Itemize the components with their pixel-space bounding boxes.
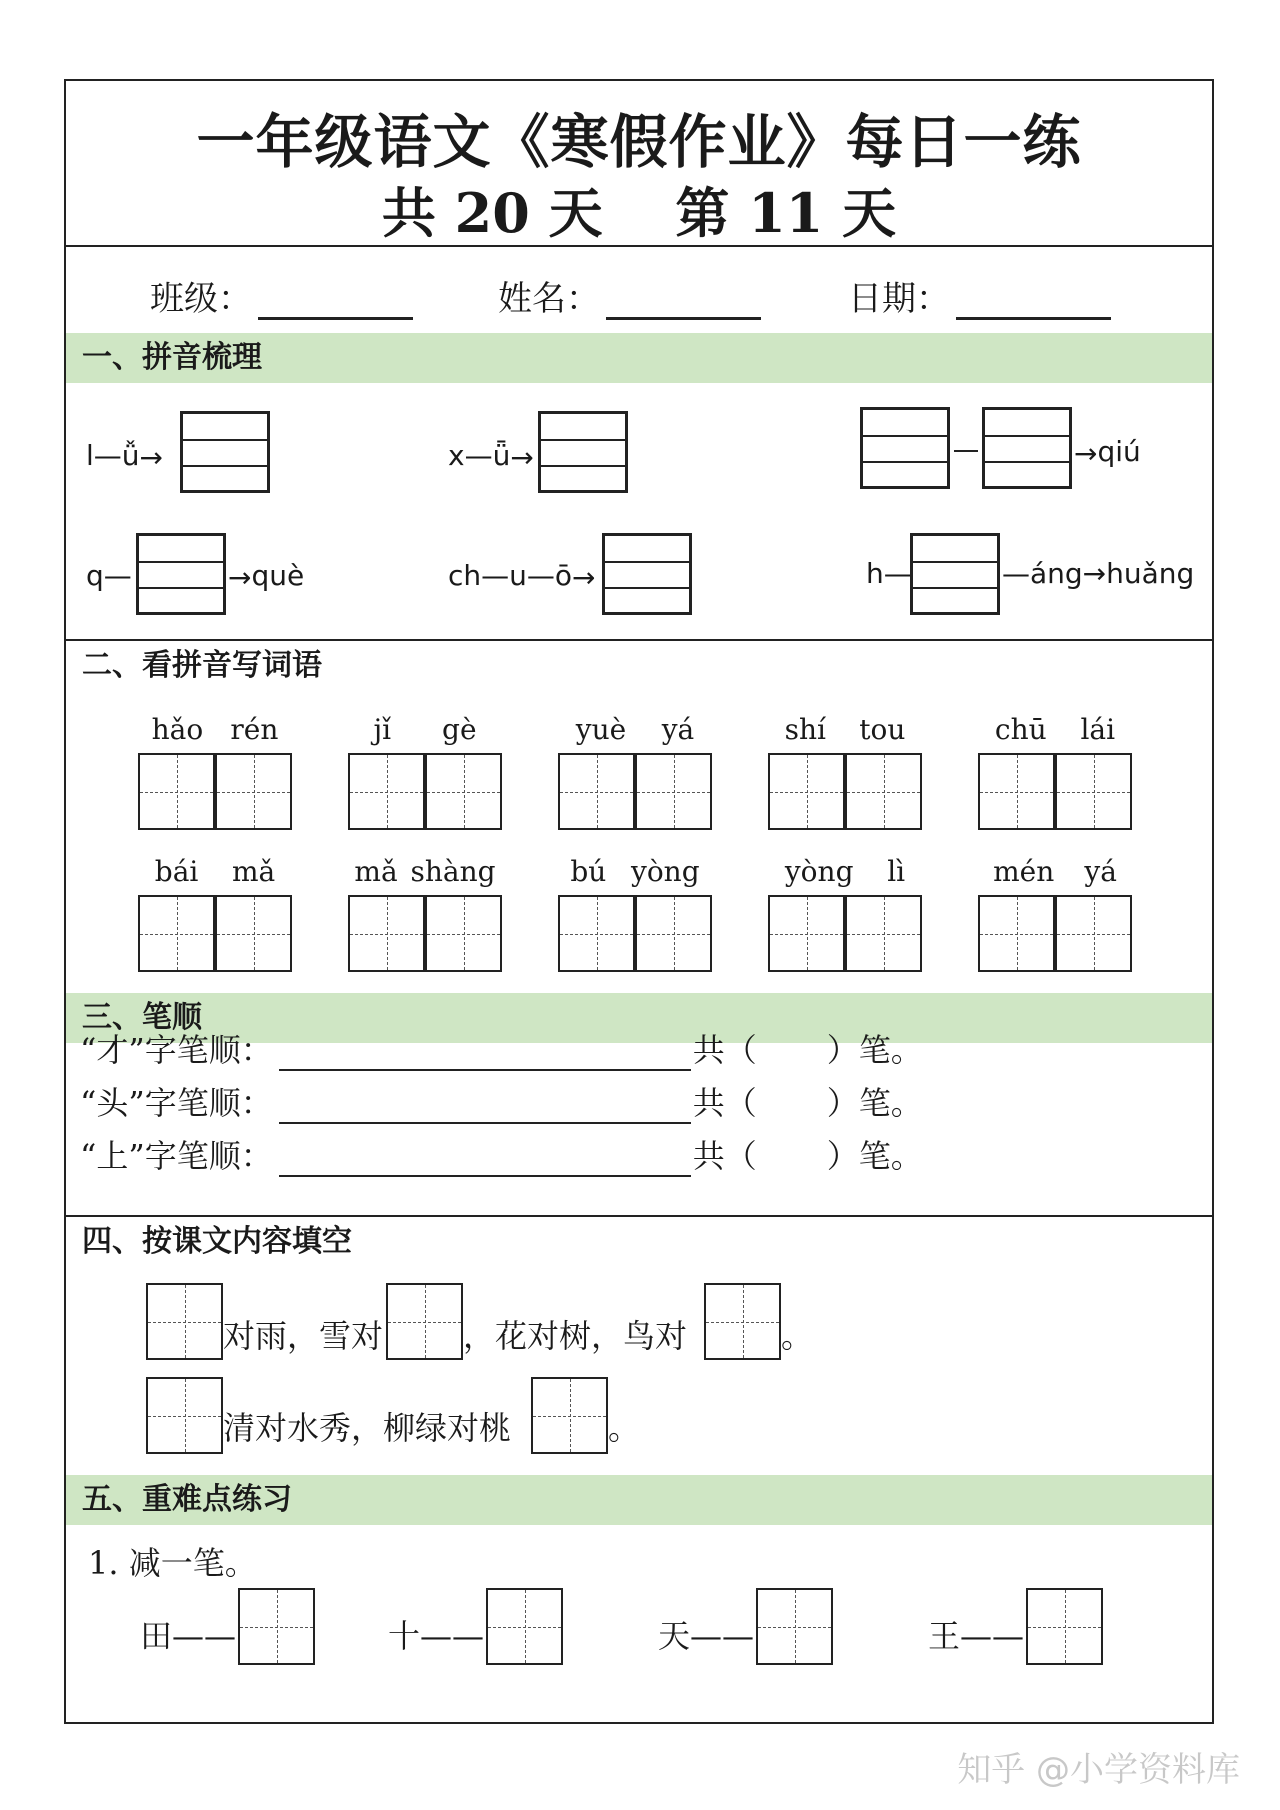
- word-pinyin: [558, 713, 712, 753]
- fill-text: 清对水秀，柳绿对桃: [223, 1409, 512, 1447]
- writing-box[interactable]: [768, 895, 845, 972]
- pinyin-syllable: gè: [442, 713, 477, 746]
- pinyin-q-prefix: q—: [86, 559, 132, 592]
- exercise-char: 田——: [140, 1617, 237, 1655]
- section-5-header: 五、重难点练习: [66, 1475, 1212, 1525]
- pinyin-syllable: jǐ: [373, 713, 392, 746]
- pinyin-answer-box[interactable]: [910, 533, 1000, 615]
- pinyin-syllable: hǎo: [151, 713, 204, 746]
- fill-box[interactable]: [704, 1283, 781, 1360]
- writing-box[interactable]: [138, 895, 215, 972]
- writing-box[interactable]: [558, 895, 635, 972]
- pinyin-syllable: mǎ: [231, 855, 276, 888]
- pinyin-answer-box[interactable]: [136, 533, 226, 615]
- stroke-char-label: “才”字笔顺：: [80, 1031, 273, 1069]
- section-2-header: 二、看拼音写词语: [66, 639, 1212, 689]
- pinyin-syllable: lì: [887, 855, 906, 888]
- pinyin-syllable: bú: [570, 855, 607, 888]
- watermark: 知乎 @小学资料库: [957, 1750, 1240, 1790]
- section-4-header: 四、按课文内容填空: [66, 1215, 1212, 1265]
- fill-box[interactable]: [386, 1283, 463, 1360]
- writing-box[interactable]: [138, 753, 215, 830]
- fill-text: 对雨，雪对: [223, 1317, 384, 1355]
- word-item: [138, 713, 292, 753]
- word-item: [978, 713, 1132, 753]
- dash-connector: [952, 433, 980, 466]
- writing-box[interactable]: [845, 753, 922, 830]
- pinyin-syllable: yá: [1084, 855, 1117, 888]
- word-pinyin: [558, 855, 712, 895]
- class-field: [150, 271, 413, 320]
- pinyin-syllable: shàng: [410, 855, 496, 888]
- stroke-count-open: 共（: [692, 1031, 757, 1069]
- worksheet-title: 一年级语文《寒假作业》每日一练: [196, 108, 1082, 176]
- word-item: [768, 855, 922, 895]
- word-pinyin: [768, 855, 922, 895]
- word-item: [768, 713, 922, 753]
- exercise-char: 天——: [658, 1617, 755, 1655]
- date-blank[interactable]: [956, 279, 1111, 320]
- stroke-answer-line[interactable]: [279, 1035, 691, 1071]
- writing-box[interactable]: [425, 895, 502, 972]
- pinyin-syllable: chū: [994, 713, 1047, 746]
- writing-box[interactable]: [215, 895, 292, 972]
- name-field: [498, 271, 761, 320]
- word-pinyin: [348, 713, 502, 753]
- pinyin-x-u-prefix: x—ǖ→: [448, 439, 534, 474]
- pinyin-qiu-result: →qiú: [1074, 435, 1141, 470]
- pinyin-syllable: yuè: [575, 713, 627, 746]
- exercise-question: 1. 减一笔。: [88, 1544, 257, 1582]
- writing-box[interactable]: [635, 753, 712, 830]
- stroke-char-label: “头”字笔顺：: [80, 1084, 273, 1122]
- writing-box[interactable]: [215, 753, 292, 830]
- exercise-answer-box[interactable]: [238, 1588, 315, 1665]
- pinyin-syllable: mén: [993, 855, 1055, 888]
- section-1-header: 一、拼音梳理: [66, 333, 1212, 383]
- word-item: [558, 855, 712, 895]
- pinyin-que-result: →què: [228, 559, 305, 594]
- pinyin-l-u-prefix: l—ǚ→: [86, 439, 163, 474]
- writing-box[interactable]: [978, 753, 1055, 830]
- stroke-count-open: 共（: [692, 1084, 757, 1122]
- writing-box[interactable]: [845, 895, 922, 972]
- pinyin-answer-box[interactable]: [538, 411, 628, 493]
- pinyin-answer-box[interactable]: [602, 533, 692, 615]
- word-pinyin: [348, 855, 502, 895]
- date-label: 日期：: [848, 279, 950, 319]
- name-blank[interactable]: [606, 279, 761, 320]
- stroke-count-close: ）笔。: [826, 1031, 923, 1069]
- writing-box[interactable]: [558, 753, 635, 830]
- fill-text: 。: [608, 1409, 641, 1447]
- pinyin-syllable: tou: [859, 713, 906, 746]
- word-item: [348, 713, 502, 753]
- writing-box[interactable]: [348, 753, 425, 830]
- pinyin-syllable: rén: [230, 713, 279, 746]
- title-block: [66, 81, 1212, 247]
- writing-box[interactable]: [978, 895, 1055, 972]
- writing-box[interactable]: [425, 753, 502, 830]
- fill-text: ，花对树，鸟对: [463, 1317, 688, 1355]
- worksheet: [64, 79, 1214, 1724]
- fill-box[interactable]: [531, 1377, 608, 1454]
- writing-box[interactable]: [1055, 753, 1132, 830]
- pinyin-answer-box[interactable]: [860, 407, 950, 489]
- pinyin-h-prefix: h—: [866, 557, 912, 590]
- stroke-count-close: ）笔。: [826, 1084, 923, 1122]
- pinyin-answer-box[interactable]: [982, 407, 1072, 489]
- stroke-order-row: [80, 1078, 923, 1124]
- pinyin-syllable: shí: [784, 713, 826, 746]
- word-item: [558, 713, 712, 753]
- exercise-char: 十——: [388, 1617, 485, 1655]
- stroke-count-close: ）笔。: [826, 1137, 923, 1175]
- class-blank[interactable]: [258, 279, 413, 320]
- word-pinyin: [978, 713, 1132, 753]
- word-pinyin: [978, 855, 1132, 895]
- exercise-answer-box[interactable]: [756, 1588, 833, 1665]
- writing-box[interactable]: [768, 753, 845, 830]
- stroke-answer-line[interactable]: [279, 1088, 691, 1124]
- exercise-answer-box[interactable]: [486, 1588, 563, 1665]
- fill-box[interactable]: [146, 1283, 223, 1360]
- exercise-answer-box[interactable]: [1026, 1588, 1103, 1665]
- stroke-order-row: [80, 1131, 923, 1177]
- pinyin-chuo-prefix: ch—u—ō→: [448, 559, 596, 594]
- stroke-order-row: [80, 1025, 923, 1071]
- date-field: [848, 271, 1111, 320]
- writing-box[interactable]: [635, 895, 712, 972]
- fill-text: 。: [781, 1317, 814, 1355]
- pinyin-answer-box[interactable]: [180, 411, 270, 493]
- worksheet-subtitle: 共 20 天 第 11 天: [381, 181, 897, 245]
- word-item: [138, 855, 292, 895]
- section-3-header: 三、笔顺: [66, 993, 1212, 1043]
- writing-box[interactable]: [348, 895, 425, 972]
- exercise-char: 王——: [928, 1617, 1025, 1655]
- writing-box[interactable]: [1055, 895, 1132, 972]
- pinyin-syllable: mǎ: [354, 855, 398, 888]
- name-label: 姓名：: [498, 279, 600, 319]
- pinyin-syllable: lái: [1080, 713, 1116, 746]
- word-pinyin: [768, 713, 922, 753]
- student-info-row: [66, 245, 1212, 333]
- pinyin-syllable: yá: [661, 713, 695, 746]
- word-pinyin: [138, 713, 292, 753]
- pinyin-syllable: yòng: [784, 855, 854, 888]
- word-item: [348, 855, 502, 895]
- stroke-answer-line[interactable]: [279, 1141, 691, 1177]
- pinyin-syllable: bái: [154, 855, 199, 888]
- class-label: 班级：: [150, 279, 252, 319]
- pinyin-huang-result: —áng→huǎng: [1002, 557, 1195, 590]
- word-item: [978, 855, 1132, 895]
- stroke-count-open: 共（: [692, 1137, 757, 1175]
- pinyin-syllable: yòng: [631, 855, 700, 888]
- fill-box[interactable]: [146, 1377, 223, 1454]
- word-pinyin: [138, 855, 292, 895]
- stroke-char-label: “上”字笔顺：: [80, 1137, 273, 1175]
